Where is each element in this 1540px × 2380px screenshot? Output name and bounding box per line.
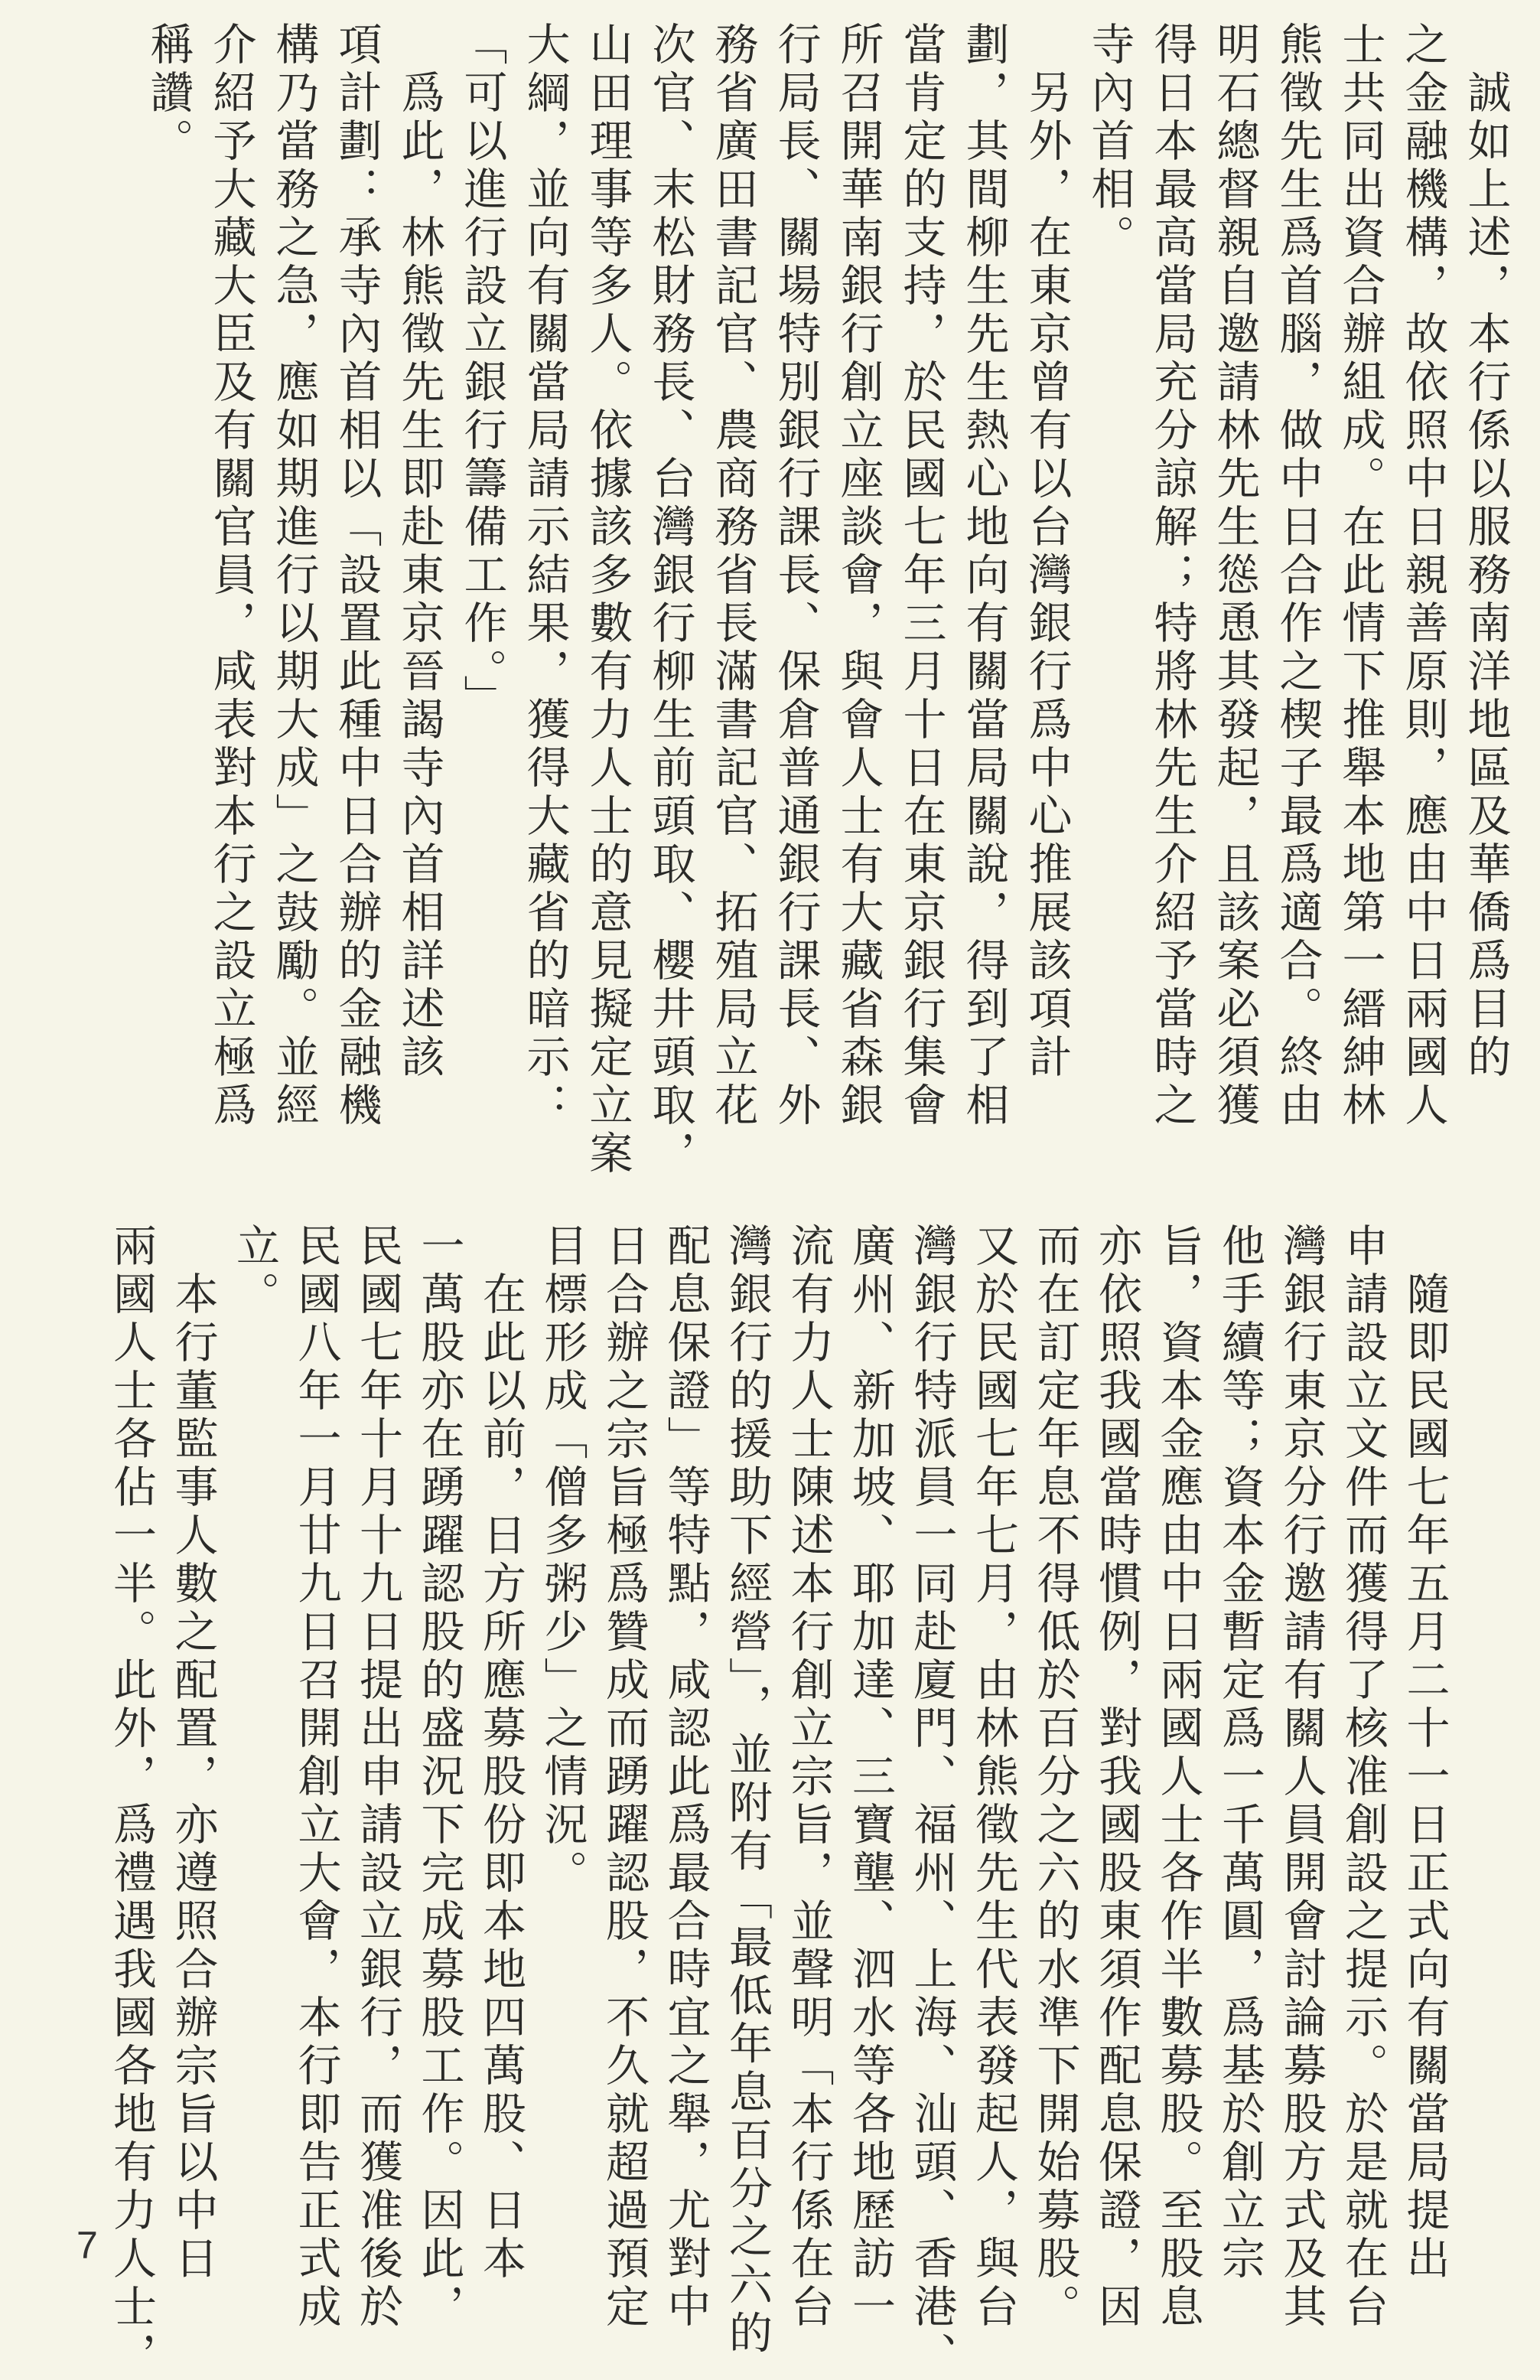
text-column: 務省廣田書記官、農商務省長滿書記官、拓殖局立花 xyxy=(708,21,758,1130)
text-column: 稱讚。 xyxy=(143,21,194,166)
text-column: 配息保證」等特點，咸認此爲最合時宜之舉，尤對中 xyxy=(660,1223,711,2332)
text-column: 在此以前，日方所應募股份即本地四萬股、日本 xyxy=(475,1271,526,2284)
text-column: 劃，其間柳生先生熱心地向有關當局關說，得到了相 xyxy=(959,21,1009,1130)
text-column: 所召開華南銀行創立座談會，與會人士有大藏省森銀 xyxy=(833,21,884,1130)
bottom-text-section xyxy=(101,1223,1456,2380)
text-column: 當肯定的支持，於民國七年三月十日在東京銀行集會 xyxy=(896,21,946,1130)
text-column: 灣銀行東京分行邀請有關人員開會討論募股方式及其 xyxy=(1276,1223,1327,2332)
text-column: 旨，資本金應由中日兩國人士各作半數募股。至股息 xyxy=(1153,1223,1203,2332)
top-text-section xyxy=(137,21,1517,1179)
text-column: 爲此，林熊徵先生即赴東京晉謁寺內首相詳述該 xyxy=(394,70,444,1082)
text-column: 日合辦之宗旨極爲贊成而踴躍認股，不久就超過預定 xyxy=(598,1223,650,2332)
text-column: 大綱，並向有關當局請示結果，獲得大藏省的暗示： xyxy=(519,21,570,1130)
text-column: 一萬股亦在踴躍認股的盛況下完成募股工作。因此， xyxy=(414,1223,464,2332)
text-column: 他手續等；資本金暫定爲一千萬圓，爲基於創立宗 xyxy=(1214,1223,1265,2284)
text-column: 「可以進行設立銀行籌備工作。」 xyxy=(457,21,507,723)
text-column: 次官、末松財務長、台灣銀行柳生前頭取、櫻井頭取， xyxy=(645,21,695,1179)
text-column: 士共同出資合辦組成。在此情下推舉本地第一縉紳林 xyxy=(1335,21,1385,1130)
text-column: 另外，在東京曾有以台灣銀行爲中心推展該項計 xyxy=(1021,70,1072,1082)
text-column: 構乃當務之急，應如期進行以期大成」之鼓勵。並經 xyxy=(269,21,319,1130)
text-column: 寺內首相。 xyxy=(1084,21,1135,262)
text-column: 立。 xyxy=(229,1223,280,1319)
text-column: 之金融機構，故依照中日親善原則，應由中日兩國人 xyxy=(1398,21,1448,1130)
text-column: 灣銀行特派員一同赴廈門、福州、上海、汕頭、香港、 xyxy=(907,1223,957,2380)
text-column: 流有力人士陳述本行創立宗旨，並聲明「本行係在台 xyxy=(783,1223,834,2332)
text-column: 得日本最高當局充分諒解；特將林先生介紹予當時之 xyxy=(1147,21,1197,1130)
text-column: 又於民國七年七月，由林熊徵先生代表發起人，與台 xyxy=(968,1223,1019,2332)
text-column: 介紹予大藏大臣及有關官員，咸表對本行之設立極爲 xyxy=(206,21,256,1130)
text-column: 本行董監事人數之配置，亦遵照合辦宗旨以中日 xyxy=(168,1271,218,2284)
text-column: 目標形成「僧多粥少」之情況。 xyxy=(537,1223,588,1898)
text-column: 行局長、關場特別銀行課長、保倉普通銀行課長、外 xyxy=(770,21,821,1130)
text-column: 民國七年十月十九日提出申請設立銀行，而獲准後於 xyxy=(352,1223,403,2332)
text-column: 而在訂定年息不得低於百分之六的水準下開始募股。 xyxy=(1030,1223,1080,2332)
text-column: 誠如上述，本行係以服務南洋地區及華僑爲目的 xyxy=(1460,70,1511,1082)
text-column: 申請設立文件而獲得了核准創設之提示。於是就在台 xyxy=(1337,1223,1389,2332)
text-column: 亦依照我國當時慣例，對我國股東須作配息保證，因 xyxy=(1091,1223,1142,2332)
text-column: 兩國人士各佔一半。此外，爲禮遇我國各地有力人士， xyxy=(106,1223,157,2380)
page-number: 7 xyxy=(77,2224,98,2267)
text-column: 山田理事等多人。依據該多數有力人士的意見擬定立案 xyxy=(582,21,633,1179)
text-column: 明石總督親自邀請林先生慫恿其發起，且該案必須獲 xyxy=(1210,21,1260,1130)
text-column: 項計劃：承寺內首相以「設置此種中日合辦的金融機 xyxy=(331,21,382,1130)
text-column: 熊徵先生爲首腦，做中日合作之楔子最爲適合。終由 xyxy=(1272,21,1323,1130)
text-column: 隨即民國七年五月二十一日正式向有關當局提出 xyxy=(1399,1271,1450,2284)
text-column: 灣銀行的援助下經營」，並附有「最低年息百分之六的 xyxy=(721,1223,773,2359)
text-column: 民國八年一月廿九日召開創立大會，本行即告正式成 xyxy=(291,1223,341,2332)
text-column: 廣州、新加坡、耶加達、三寶壟、泗水等各地歷訪一 xyxy=(845,1223,896,2332)
